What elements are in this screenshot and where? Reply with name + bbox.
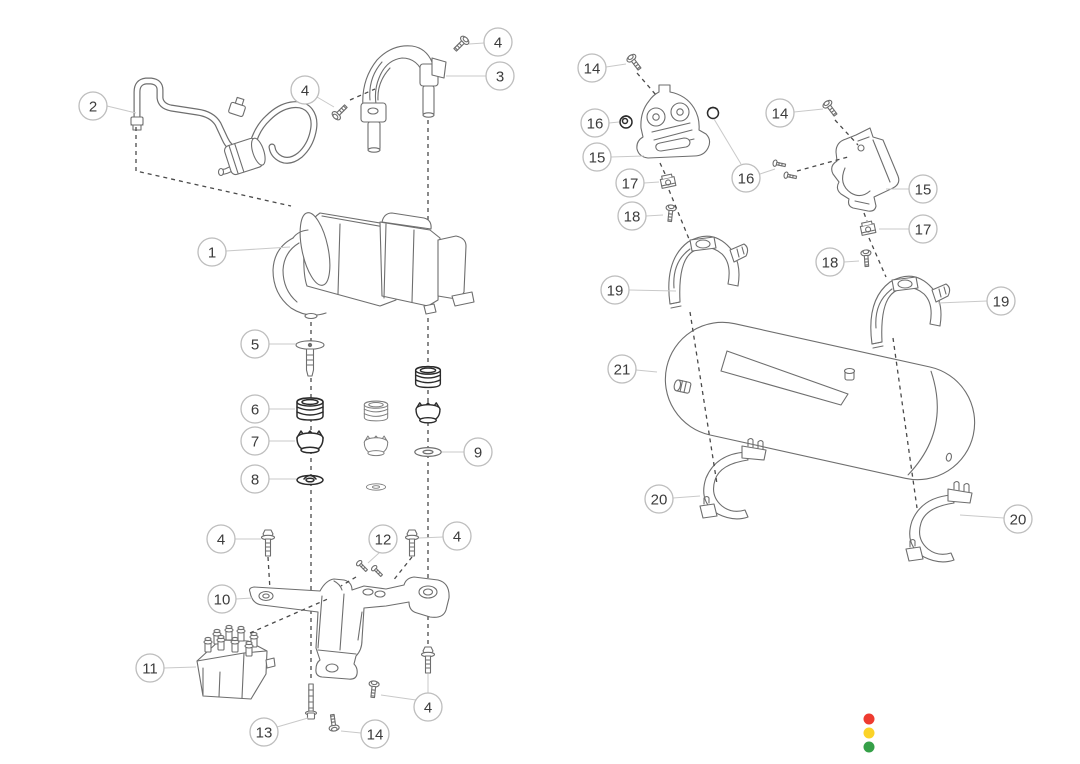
part-tank-bracket-front [637, 85, 710, 158]
line-artwork [131, 35, 986, 732]
callout-valve-block [136, 654, 196, 682]
part-screw-4-top [452, 35, 471, 54]
status-dot-yellow [864, 728, 875, 739]
callout-number: 6 [250, 401, 260, 419]
callout-bolt-long [250, 718, 308, 746]
callout-leader-line [277, 718, 308, 727]
assembly-dashed-line [660, 163, 666, 176]
callout-number: 1 [207, 244, 217, 262]
callout-number: 20 [1009, 511, 1027, 529]
part-clip-nut-front [660, 174, 676, 189]
callout-number: 16 [586, 115, 604, 133]
callout-leader-line [636, 370, 657, 372]
part-compressor [273, 210, 474, 318]
callout-number: 17 [914, 221, 932, 239]
part-tank-bracket-rear [832, 128, 899, 211]
callout-screw-bottom [341, 720, 389, 748]
part-ball-stud-16 [708, 108, 719, 119]
callout-ball-stud [714, 119, 775, 192]
part-retainer-pin [296, 341, 324, 376]
callout-number: 10 [213, 591, 231, 609]
callout-number: 14 [583, 60, 601, 78]
callout-number: 18 [821, 254, 839, 272]
callout-leader-line [341, 731, 361, 733]
assembly-dashed-line [268, 557, 270, 590]
callout-number: 19 [992, 293, 1010, 311]
callout-screw-rear-bracket [766, 99, 823, 127]
callout-number: 14 [771, 105, 789, 123]
callout-number: 15 [588, 149, 606, 167]
callout-screw-front-bracket [578, 54, 626, 82]
callout-screw-bracket [291, 76, 334, 107]
part-screw-16-b [783, 172, 797, 181]
callout-screw-upper [469, 28, 512, 56]
callout-compressor-mount-bracket [446, 62, 514, 90]
callout-leader-line [164, 667, 196, 668]
callout-air-line-assembly [79, 92, 136, 120]
callout-number: 4 [423, 699, 433, 717]
callout-leader-line [960, 515, 1004, 518]
callout-number: 4 [493, 34, 503, 52]
part-isolator-bushing-rear [416, 367, 441, 388]
callout-number: 19 [606, 282, 624, 300]
part-screw-14-bottom [327, 714, 339, 732]
callout-leader-line [606, 64, 626, 67]
part-bolt-4-bottom [422, 647, 435, 673]
callout-bolt-left [207, 525, 261, 553]
callout-compressor [198, 238, 290, 266]
callout-leader-line [368, 553, 379, 563]
callout-leader-line [381, 695, 416, 700]
part-screw-18-front [665, 204, 677, 221]
callout-number: 4 [300, 82, 310, 100]
callout-number: 7 [250, 433, 260, 451]
callout-retainer-pin [241, 330, 296, 358]
part-screw-16-a [772, 160, 786, 169]
part-mounting-bracket [250, 577, 450, 679]
assembly-dashed-line [864, 213, 867, 221]
part-bolt-4-right [406, 530, 419, 556]
callout-leader-line [714, 119, 741, 164]
callout-screw-clamp-front [618, 202, 663, 230]
hose-end-fitting [131, 117, 143, 130]
callout-number: 4 [452, 528, 462, 546]
callout-leader-line [760, 169, 775, 174]
part-isolator-bushing [297, 398, 323, 420]
callout-mounting-bracket [208, 585, 252, 613]
callout-leader-line [611, 156, 644, 157]
part-isolator-washer [297, 476, 323, 485]
callout-leader-line [644, 182, 659, 183]
callout-leader-line [236, 598, 252, 599]
callout-leader-line [938, 301, 987, 303]
part-washer-mid [366, 484, 385, 490]
assembly-dashed-line [637, 73, 656, 95]
status-dot-red [864, 714, 875, 725]
callout-flat-washer [442, 438, 492, 466]
callout-number: 11 [142, 660, 158, 678]
callout-tank-bracket-front [583, 143, 644, 171]
part-isolator-mount-mid [364, 436, 387, 456]
part-saddle-clamp-rear [871, 276, 950, 348]
tank-top-fitting [845, 369, 855, 381]
callout-number: 5 [250, 336, 260, 354]
callout-isolator-washer [241, 465, 296, 493]
callout-leader-line [469, 43, 484, 44]
callout-number: 16 [737, 170, 755, 188]
part-bolt-4-left [262, 530, 275, 556]
callout-leader-line [419, 537, 443, 538]
callout-number: 14 [366, 726, 384, 744]
part-compressor-mount-bracket [361, 46, 446, 152]
callout-number: 17 [621, 175, 639, 193]
part-air-line-assembly [131, 81, 314, 176]
part-isolator-mount-rear [416, 403, 440, 423]
callout-number: 8 [250, 471, 260, 489]
part-tank-strap-front [700, 439, 766, 519]
callout-screw-clamp-rear [816, 248, 859, 276]
part-valve-block [197, 625, 275, 699]
callout-leader-line [646, 215, 663, 216]
status-indicator-dots [864, 714, 875, 753]
part-screw-14-rear [822, 99, 840, 118]
callout-leader-line [844, 261, 859, 262]
callout-number: 3 [495, 68, 505, 86]
callout-bolt-bottom [381, 674, 442, 721]
callout-tank-strap-rear [960, 505, 1032, 533]
part-flat-washer-9 [415, 448, 441, 457]
callout-number: 2 [88, 98, 98, 116]
callout-leader-line [107, 106, 136, 113]
callout-number: 13 [255, 724, 273, 742]
callout-bolt-right [419, 522, 471, 550]
part-screw-12-b [370, 564, 383, 577]
callout-number: 20 [650, 491, 668, 509]
part-screw-4-bracket [331, 103, 350, 122]
part-isolator-bushing-mid [364, 401, 387, 421]
part-bolt-13-long [306, 684, 317, 719]
callout-leader-line [673, 496, 700, 498]
part-screw-4-lower [368, 680, 380, 697]
callout-cap-nut [581, 109, 619, 137]
assembly-dashed-line [136, 127, 291, 206]
callout-air-tank [608, 355, 657, 383]
callout-clip-nut-front [616, 169, 659, 197]
callout-leader-line [794, 109, 823, 112]
callout-number: 4 [216, 531, 226, 549]
callout-screws-pair [368, 525, 397, 563]
callout-number: 9 [473, 444, 483, 462]
callout-clip-nut-rear [879, 215, 937, 243]
callout-number: 21 [613, 361, 631, 379]
hose-clamp [228, 96, 248, 117]
part-screw-14-front [626, 53, 644, 72]
callout-isolator-bushing [241, 395, 295, 423]
part-screw-18-rear [861, 250, 872, 267]
callout-number: 18 [623, 208, 641, 226]
part-tank-strap-rear [906, 482, 972, 562]
part-saddle-clamp-front [669, 236, 748, 308]
callout-tank-strap-front [645, 485, 700, 513]
callout-number: 15 [914, 181, 932, 199]
callout-leader-line [317, 97, 334, 107]
callout-isolator-mount [241, 427, 295, 455]
part-clip-nut-rear [860, 221, 876, 236]
part-screw-12-a [355, 559, 368, 572]
callout-saddle-clamp-front [601, 276, 676, 304]
callout-leader-line [609, 122, 619, 123]
callout-number: 12 [374, 531, 392, 549]
part-isolator-mount [297, 431, 323, 453]
assembly-dashed-line [869, 238, 886, 277]
part-cap-nut-16 [620, 116, 632, 128]
status-dot-green [864, 742, 875, 753]
